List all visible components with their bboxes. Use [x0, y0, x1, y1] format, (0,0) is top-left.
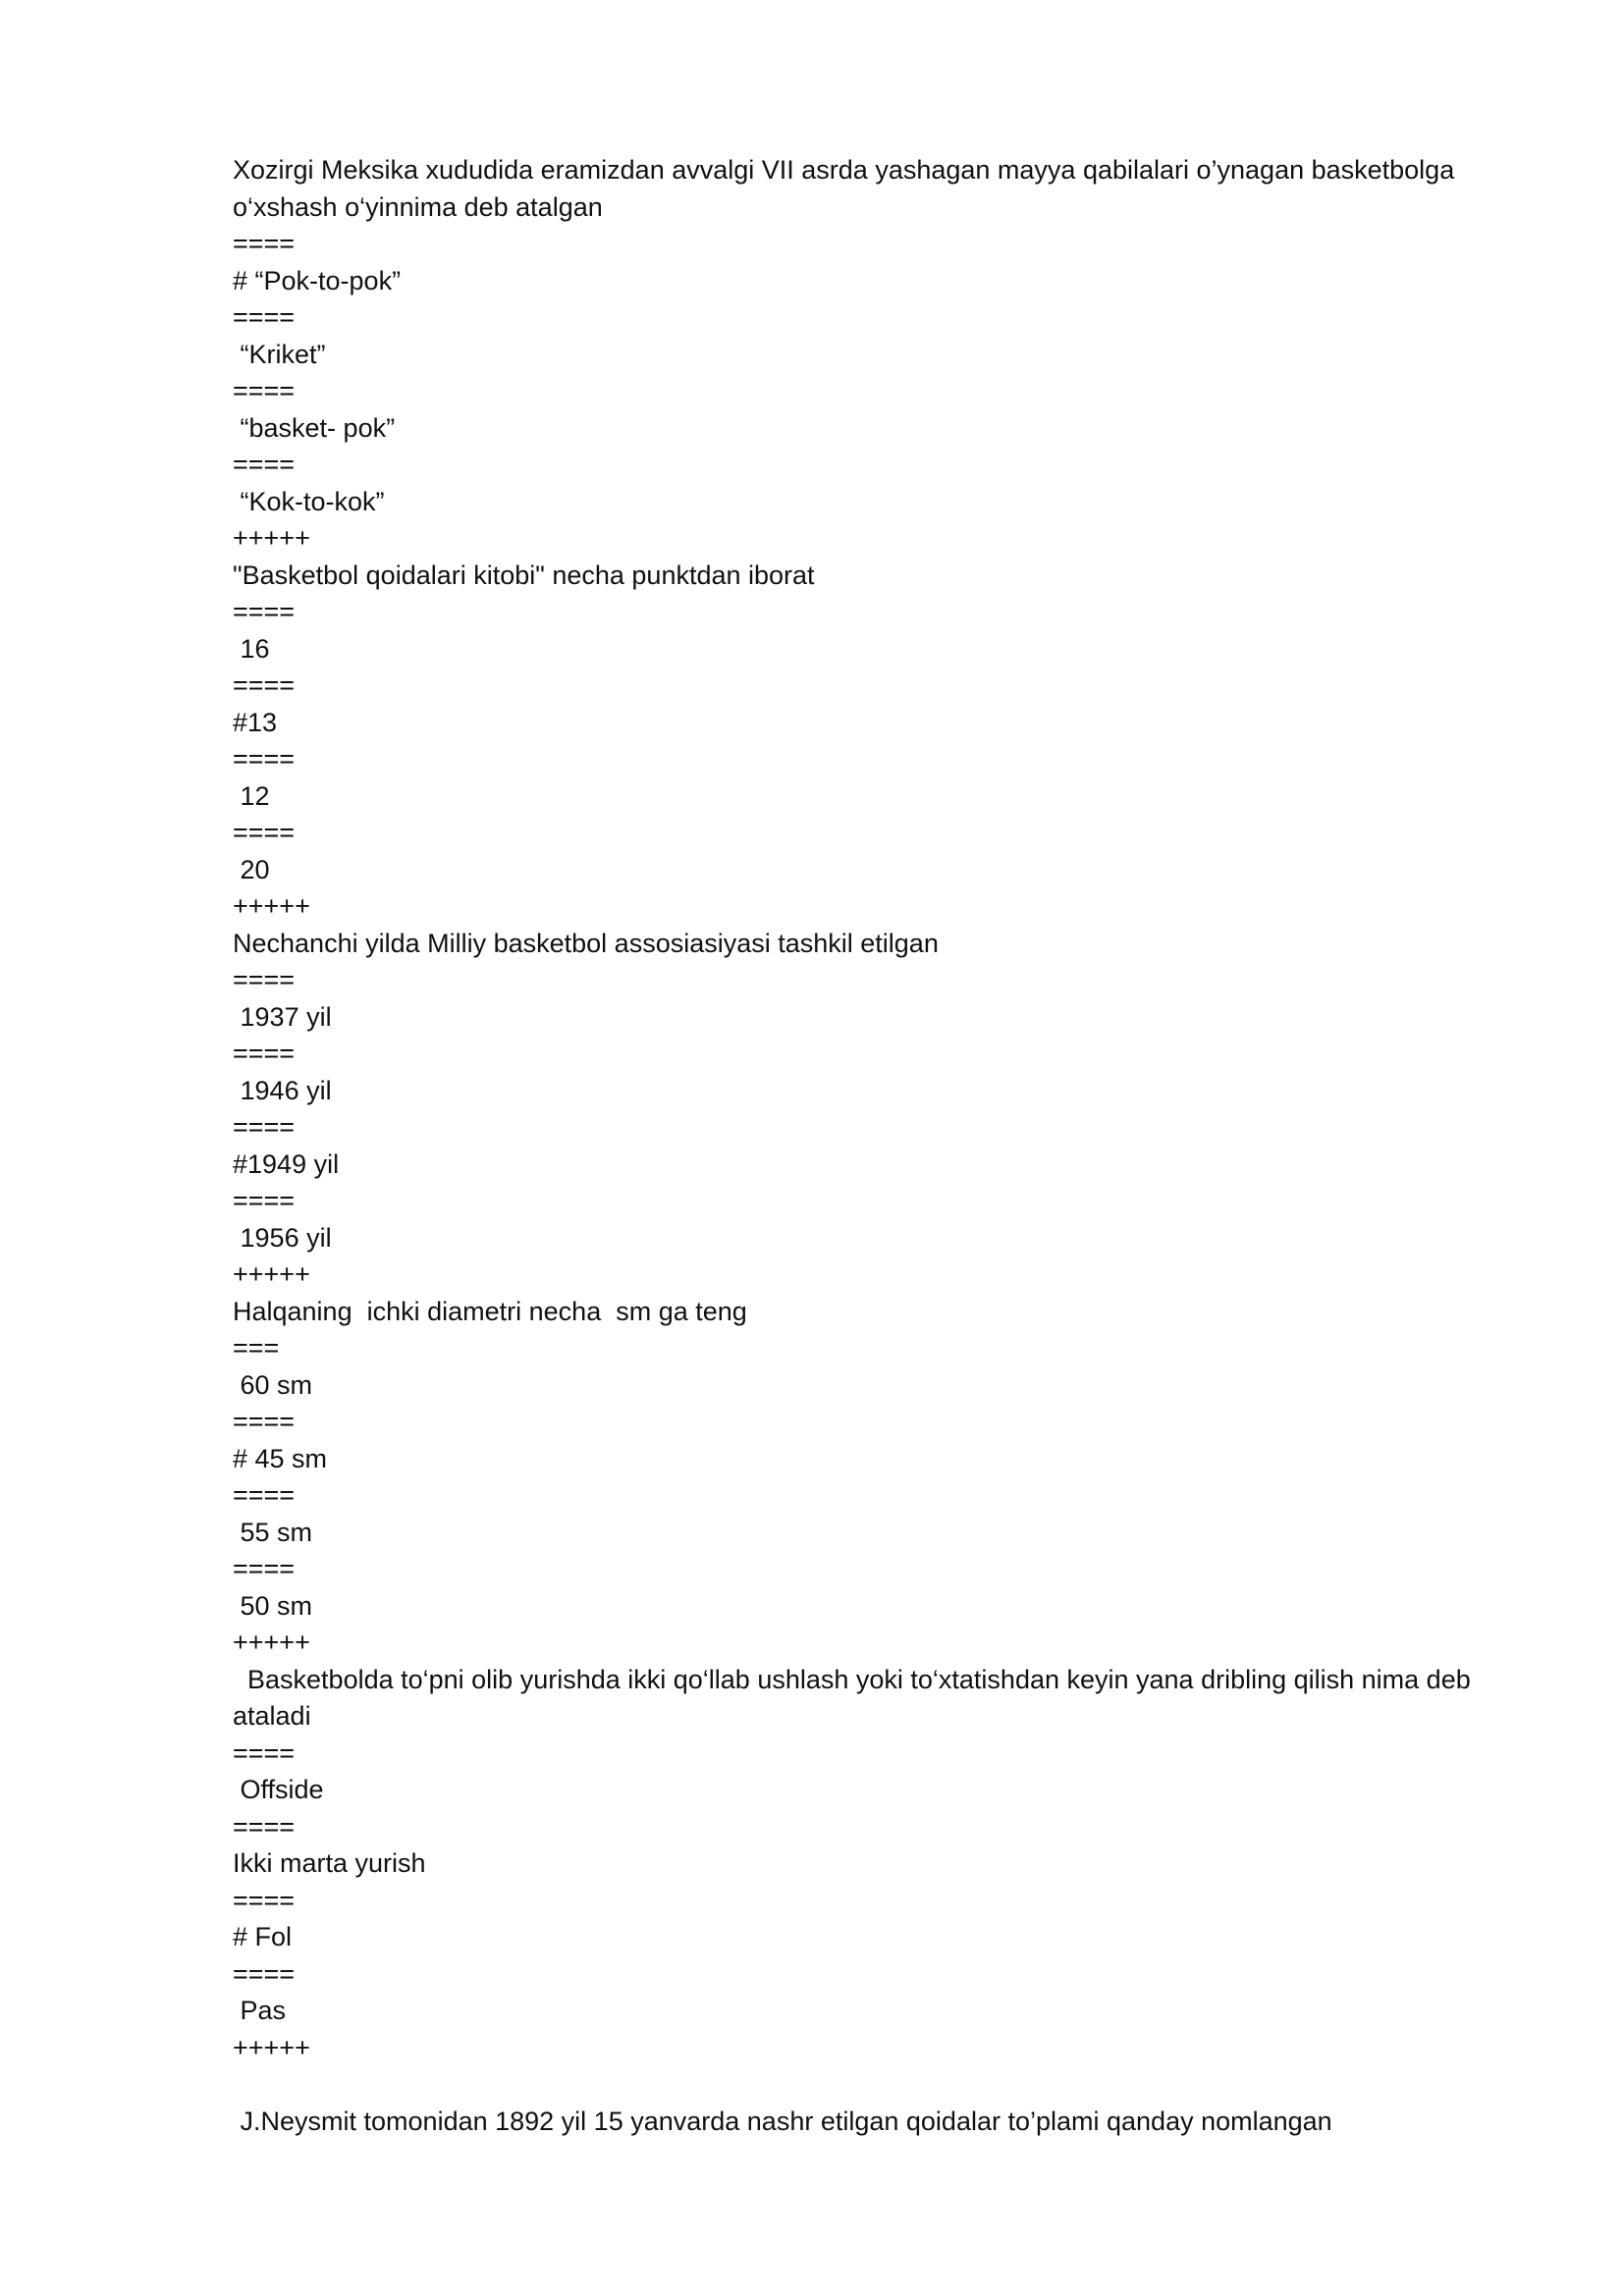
- separator: ====: [233, 1811, 296, 1842]
- question-3-text: Nechanchi yilda Milliy basketbol assosiasiyasi tashkil etilgan: [233, 928, 939, 958]
- separator: ====: [233, 376, 296, 405]
- answer-option: Ikki marta yurish: [233, 1848, 426, 1878]
- separator: ====: [233, 229, 296, 258]
- answer-option-correct: #13: [233, 707, 278, 737]
- blank-line: [233, 2066, 1499, 2104]
- document-body: [233, 152, 1499, 2140]
- answer-option: 1946 yil: [233, 1075, 332, 1105]
- separator: ====: [233, 1554, 296, 1583]
- separator: ====: [233, 818, 296, 847]
- separator: ====: [233, 744, 296, 774]
- answer-option-correct: #1949 yil: [233, 1148, 340, 1179]
- separator: ====: [233, 302, 296, 332]
- separator: ====: [233, 597, 296, 626]
- answer-option-correct: # Fol: [233, 1922, 293, 1951]
- question-divider: +++++: [233, 891, 310, 921]
- question-5-text: Basketbolda to‘pni olib yurishda ikki qo‘llab ushlash yoki to‘xtatishdan keyin yana dribling qilish nima deb ataladi: [233, 1664, 1479, 1731]
- separator: ====: [233, 1186, 296, 1215]
- separator: ====: [233, 965, 296, 994]
- question-4-text: Halqaning ichki diametri necha sm ga teng: [233, 1296, 747, 1326]
- question-divider: +++++: [233, 1259, 310, 1289]
- answer-option: 60 sm: [233, 1369, 313, 1400]
- separator: ====: [233, 1958, 296, 1989]
- question-divider: +++++: [233, 523, 310, 553]
- answer-option: 50 sm: [233, 1590, 313, 1621]
- question-divider: +++++: [233, 1628, 310, 1657]
- answer-option: 1937 yil: [233, 1001, 332, 1032]
- question-divider: +++++: [233, 2032, 310, 2062]
- separator: ====: [233, 1737, 296, 1768]
- answer-option: Pas: [233, 1996, 287, 2025]
- answer-option: 12: [233, 780, 270, 811]
- question-2-text: "Basketbol qoidalari kitobi" necha punktdan iborat: [233, 560, 815, 590]
- separator: ====: [233, 1885, 296, 1915]
- answer-option-correct: # “Pok-to-pok”: [233, 265, 402, 295]
- answer-option: “Kriket”: [233, 339, 326, 369]
- separator: ====: [233, 1039, 296, 1068]
- answer-option: “Kok-to-kok”: [233, 486, 385, 516]
- answer-option: 1956 yil: [233, 1222, 332, 1253]
- separator: ====: [233, 670, 296, 700]
- question-6-text: J.Neysmit tomonidan 1892 yil 15 yanvarda nashr etilgan qoidalar to’plami qanday nomlangan: [233, 2106, 1332, 2136]
- answer-option: “basket- pok”: [233, 412, 396, 443]
- answer-option: 55 sm: [233, 1517, 313, 1547]
- question-1-text: Xozirgi Meksika xududida eramizdan avvalgi VII asrda yashagan mayya qabilalari o’ynagan basketbolga o‘xshash o‘yinnima deb atalgan: [233, 155, 1462, 222]
- answer-option: 20: [233, 854, 270, 884]
- separator: ====: [233, 1480, 296, 1510]
- answer-option: 16: [233, 633, 270, 664]
- separator: ====: [233, 450, 296, 479]
- answer-option: Offside: [233, 1775, 324, 1804]
- separator: ===: [233, 1333, 280, 1362]
- separator: ====: [233, 1407, 296, 1436]
- answer-option-correct: # 45 sm: [233, 1443, 328, 1473]
- separator: ====: [233, 1112, 296, 1142]
